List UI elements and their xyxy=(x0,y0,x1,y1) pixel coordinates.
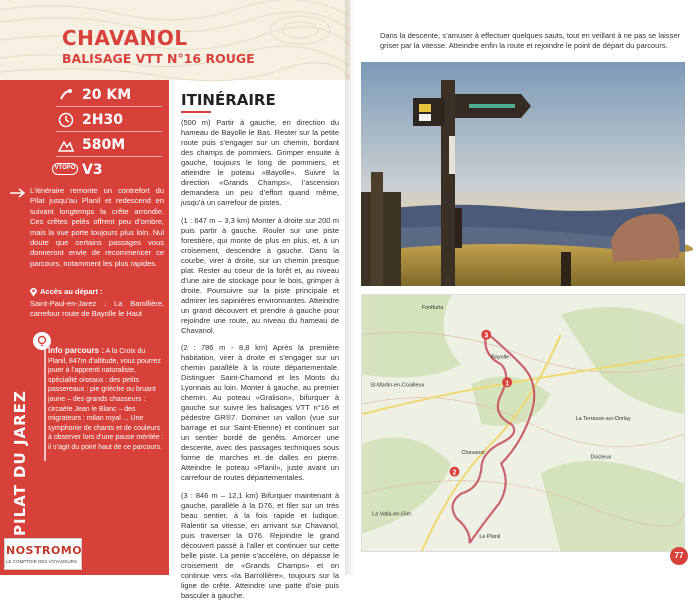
difficulty-value: V3 xyxy=(82,162,103,178)
continuation-text: Dans la descente, s’amuser à effectuer quelques sauts, tout en veillant à ne pas se laisser griser par la vitesse. Atteindre enfin la route et rejoindre le point de départ du parcours. xyxy=(380,31,680,50)
map-place-label: Bayolle xyxy=(491,354,510,361)
waypoint-marker xyxy=(502,377,512,387)
waypoint-marker xyxy=(481,330,491,340)
map-place-label: Fontfuria xyxy=(421,304,444,311)
route-title: CHAVANOL xyxy=(62,26,188,50)
bike-icon xyxy=(58,87,74,103)
elevation-icon xyxy=(58,137,74,153)
itinerary-paragraph: (1 : 647 m – 3,3 km) Monter à droite sur 200 m puis partir à gauche. Rouler sur une piste forestière, qui monte de plus en plus, et, à un croisement, descendre à gauche. Dans la courbe, virer à droite, sur un chemin presque plat. Rester au coeur de la forêt et, au niveau d’une aire de stockage pour le bois, grimper à droite. Poursuivre sur la piste principale et admirer les sapinières environnantes. Atteindre un grand découvert et prendre à gauche pour rejoindre une route, au niveau du hameau de Chavanol. xyxy=(181,215,339,335)
clock-icon xyxy=(58,112,74,128)
route-subtitle: BALISAGE VTT N°16 ROUGE xyxy=(62,51,255,66)
region-label: PILAT DU JAREZ xyxy=(11,390,29,536)
map-place-label: St-Martin-en-Coailleux xyxy=(370,382,425,389)
arrow-right-icon xyxy=(10,188,26,198)
info-title: Info parcours : xyxy=(48,346,105,355)
left-page xyxy=(0,0,350,600)
itinerary-heading: ITINÉRAIRE xyxy=(181,91,276,109)
duration-value: 2H30 xyxy=(82,112,123,128)
stat-divider xyxy=(56,106,162,107)
route-map xyxy=(361,294,685,552)
stat-divider xyxy=(56,131,162,132)
stat-divider xyxy=(56,156,162,157)
info-box xyxy=(48,346,164,453)
map-place-label: Doizieux xyxy=(590,454,612,461)
map-place-label: Chavanol xyxy=(461,449,485,456)
route-description: L’itinéraire remonte un contrefort du Pilat jusqu’au Planil et redescend en suivant longtemps la crête arrondie. Ces crêtes pelés offrent peu d’ombre, mais la vue porte toujours plus loin. Nul doute que certains passages vous donneront envie de recommencer ce parcours, notamment les plus rapides. xyxy=(30,186,164,268)
signpost-photo xyxy=(361,62,685,286)
info-divider xyxy=(44,343,46,461)
logo-tagline: LE COMPTOIR DES VOYAGEURS xyxy=(6,559,77,564)
vtopo-icon: VTOPO xyxy=(52,163,78,175)
itinerary-paragraph: (500 m) Partir à gauche, en direction du hameau de Bayolle le Bas. Rester sur la petite route puis s’engager sur un chemin, bordant des champs de pommiers. Grimper ensuite à gauche, toujours le long de pommiers, et atteindre le poteau «Bayolle». Suivre la direction «Grands Champs», l’ascension demandera un peu d’effort quand même, jusqu’à un carrefour de pistes. xyxy=(181,118,339,207)
location-pin-icon xyxy=(29,287,38,297)
waypoint-label: 2 xyxy=(452,469,457,477)
itinerary-text xyxy=(181,118,339,608)
distance-value: 20 KM xyxy=(82,87,132,103)
map-place-label: Le Planil xyxy=(479,534,501,541)
itinerary-paragraph: (2 : 786 m - 8,8 km) Après la première habitation, virer à droite et s’engager sur un chemin parallèle à la route départementale. Distinguer Saint-Chamond et les Monts du Lyonnais au loin. Monter à gauche, au premier chemin. Au poteau «Gralison», bifurquer à gauche sur suivre les balisages VTT n°16 et pédestre GR®7. Dominer un vallon (vue sur barrage et sur Saint-Etienne) et continuer sur un sentier bordé de genêts. Amorcer une descente, avec des passages techniques sous forme de marches et de dalles en pierre. Atteindre le poteau «Planil», juste avant un carrefour de routes départementales. xyxy=(181,343,339,482)
logo-name: NOSTROMO xyxy=(6,544,83,557)
heading-underline xyxy=(181,111,211,113)
info-text: A la Croix du Planil, 847m d’altitude, vous pourrez jouer à l’apprenti naturaliste, spécialité oiseaux : des petits passereaux : pie grièche ou bruant jaune – des grands chasseurs : circaète Jean le Blanc – des migrateurs : milan royal ... Une symphonie de chants et de couleurs à observer lors d’une pause méritée : il s’agit du point haut de ce parcours. xyxy=(48,348,164,451)
waypoint-label: 1 xyxy=(505,380,510,388)
map-place-label: La Valla-en-Gier xyxy=(372,511,412,518)
elevation-value: 580M xyxy=(82,137,126,153)
itinerary-paragraph: (3 : 846 m – 12,1 km) Bifurquer maintenant à gauche, parallèle à la D76, et filer sur un très beau sentier, à la fois rapide et ludique. Ralentir sa vitesse, en arrivant sur Chavanol, puis traverser la D76. Rejoindre le grand découvert passé à l’aller et continuer sur cette belle piste. La pente s’accélère, on dépasse le croisement de «Grands Champs» et on continue vers «la Barrollière», toujours sur la ligne de crête. Atteindre une patte d’oie puis basculer à gauche. xyxy=(181,490,339,600)
page-number: 77 xyxy=(670,547,688,565)
waypoint-marker xyxy=(450,467,460,477)
access-text: Saint-Paul-en-Jarez : La Barollière, carrefour route de Bayolle le Haut xyxy=(30,299,164,319)
waypoint-label: 3 xyxy=(484,332,489,340)
map-place-label: La Terrasse-sur-Dorlay xyxy=(575,416,631,423)
book-gutter xyxy=(345,0,355,575)
access-label: Accès au départ : xyxy=(40,287,103,296)
